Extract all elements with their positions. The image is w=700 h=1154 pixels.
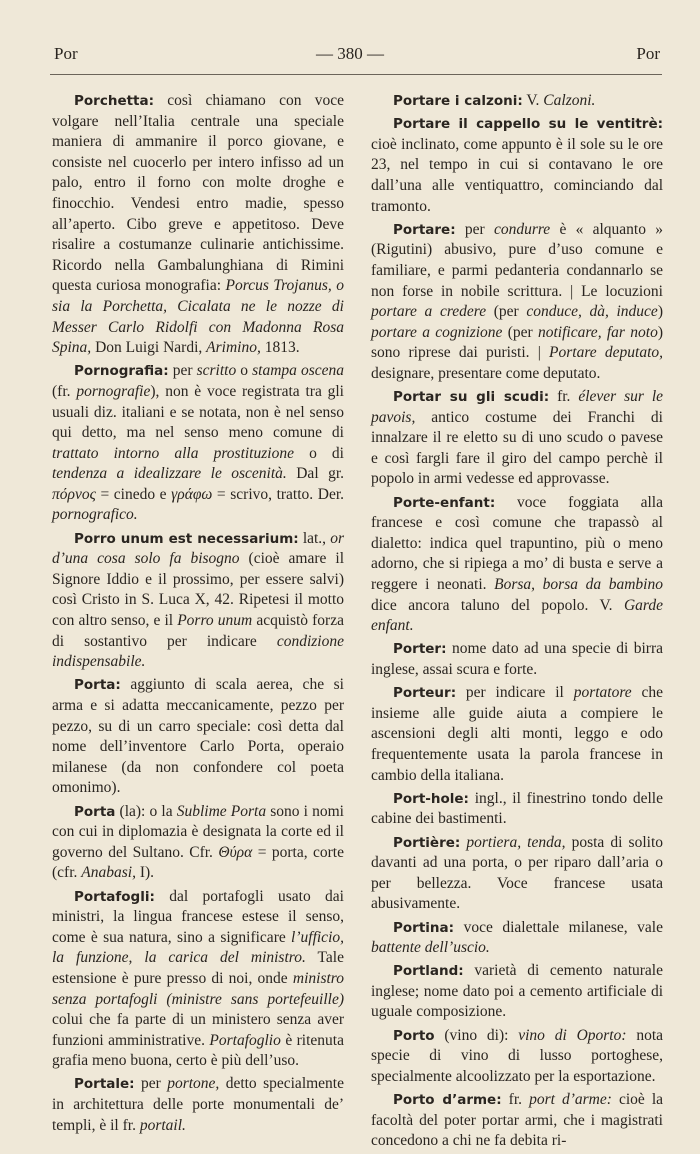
dictionary-entry: [371, 1090, 663, 1152]
entry-italic-text: conduce, dà, induce: [526, 303, 658, 321]
entry-text: per: [168, 362, 197, 380]
dictionary-entry: [371, 1026, 663, 1088]
entry-headword: Porta: [74, 803, 116, 820]
entry-text: è ritenuta grafia meno buona, certo è più dell’uso.: [52, 1031, 344, 1070]
entry-text: aggiunto di scala aerea, che si arma e si adatta meccanicamente, pezzo per pezzo, su di un carro speciale: così detta dal nome dell’inventore Carlo Porta, operaio milanese (da non confondere col poeta omonimo).: [52, 676, 344, 797]
dictionary-entry: [371, 789, 663, 830]
entry-text: (cioè amare il Signore Iddio e il prossimo, per essere salvi) così Cristo in S. Luca X, 42. Ripetesi il motto con altro senso, e il: [52, 550, 345, 630]
entry-text: (per: [486, 303, 527, 321]
entry-text: colui che fa parte di un ministero senza aver funzioni amministrative.: [52, 1011, 344, 1049]
dictionary-entry: [371, 961, 663, 1023]
dictionary-entry: [371, 493, 663, 637]
header-left-guideword: Por: [54, 44, 78, 63]
entry-italic-text: portiera, tenda,: [466, 833, 566, 851]
entry-text: ) sono riprese dai puristi. |: [371, 323, 663, 362]
entry-italic-text: pornografico.: [52, 506, 138, 524]
entry-italic-text: ministro senza portafogli (ministre sans portefeuille): [52, 969, 344, 1008]
entry-text: = porta, corte (cfr.: [52, 843, 344, 882]
dictionary-entry: [371, 833, 663, 915]
dictionary-entry: [371, 220, 663, 385]
entry-text: voce foggiata alla francese e così comune che trapassò al dialetto: indica quel trapuntino, più o meno adorno, che si ripiega a mo’ di busta e serve a reggere i neonati.: [371, 493, 663, 594]
entry-text: per: [134, 1075, 168, 1093]
entry-italic-text: Anabasi,: [81, 864, 136, 882]
entry-italic-text: πόρνος: [52, 485, 96, 503]
entry-italic-text: l’ufficio, la funzione, la carica del ministro.: [52, 928, 344, 967]
entry-headword: Portar su gli scudi:: [393, 389, 550, 406]
entry-text: = cinedo e: [95, 485, 172, 503]
dictionary-entry: [371, 91, 663, 112]
entry-text: cioè la facoltà del poter portar armi, che i magistrati concedono a chi ne fa debita ri-: [371, 1091, 664, 1150]
entry-headword: Port-hole:: [393, 790, 469, 807]
entry-italic-text: portatore: [573, 684, 632, 702]
page-number: — 380 —: [316, 44, 384, 63]
entry-italic-text: Θύρα: [218, 843, 253, 861]
entry-italic-text: portare a credere: [371, 303, 487, 321]
entry-text: o di: [293, 444, 344, 462]
dictionary-entry: [371, 918, 663, 959]
entry-text: V.: [522, 92, 544, 109]
entry-italic-text: Portafoglio: [209, 1031, 281, 1049]
entry-text: (per: [502, 323, 538, 341]
entry-italic-text: stampa oscena: [252, 362, 345, 380]
entry-italic-text: condurre: [493, 220, 551, 238]
entry-headword: Porter:: [393, 641, 447, 658]
entry-text: posta di solito davanti ad una porta, o per riparo dall’aria o per bellezza. Voce francese usata abusivamente.: [371, 833, 664, 913]
entry-text: ), non è voce registrata tra gli usuali diz. italiani e se notata, non è nel senso qui detto, ma nel senso meno comune di: [52, 382, 344, 442]
dictionary-entry: [52, 675, 344, 799]
entry-text: sono i nomi con cui in diplomazia è designata la corte ed il governo del Sultano. Cfr.: [52, 802, 344, 861]
entry-text: ingl., il finestrino tondo delle cabine dei bastimenti.: [371, 789, 663, 828]
entry-headword: Portare i calzoni:: [393, 93, 523, 109]
entry-text: 1813.: [260, 339, 300, 357]
entry-text: antico costume dei Franchi di innalzare il re eletto su di uno scudo o pavese e così fargli fare il giro del campo perchè il popolo in armi vedesse ed approvasse.: [371, 408, 663, 488]
entry-headword: Porte-enfant:: [393, 494, 496, 511]
entry-italic-text: Arimino,: [206, 339, 261, 357]
entry-italic-text: trattato intorno alla prostituzione: [52, 444, 294, 462]
entry-headword: Portafogli:: [74, 888, 155, 905]
entry-text: (la): o la: [115, 802, 177, 820]
entry-italic-text: battente dell’uscio.: [371, 939, 490, 957]
entry-headword: Portare il cappello su le ventitrè:: [393, 116, 663, 133]
entry-text: Tale estensione è pure presso di noi, onde: [52, 949, 344, 987]
dictionary-entry: [371, 114, 663, 217]
entry-italic-text: Borsa, borsa da bambino: [494, 576, 663, 594]
entry-text: o: [236, 362, 253, 380]
entry-text: per: [455, 220, 494, 238]
entry-headword: Portière:: [393, 834, 461, 851]
dictionary-entry: [52, 91, 344, 359]
entry-text: cioè inclinato, come appunto è il sole su le ore 23, nel tempo in cui si contavano le ore dall’una alle ventiquattro, cominciando dal tramonto.: [371, 135, 663, 215]
entry-italic-text: portail.: [139, 1116, 186, 1134]
entry-text: nome dato ad una specie di birra inglese, assai scura e forte.: [371, 640, 663, 678]
entry-text: acquistò forza di sostantivo per indicare: [52, 612, 344, 650]
header-rule: [50, 74, 662, 75]
dictionary-entry: [371, 639, 663, 680]
entry-italic-text: port d’arme:: [529, 1091, 612, 1109]
entry-italic-text: portone,: [167, 1075, 220, 1093]
entry-italic-text: tendenza a idealizzare le oscenità.: [52, 465, 287, 483]
entry-text: varietà di cemento naturale inglese; nome dato poi a cemento artificiale di uguale composizione.: [371, 962, 663, 1021]
running-header: [0, 44, 700, 68]
entry-text: fr.: [549, 388, 579, 406]
entry-italic-text: scritto: [196, 362, 237, 380]
entry-text: Don Luigi Nardi,: [91, 339, 207, 357]
entry-text: fr.: [501, 1091, 530, 1109]
entry-text: (fr.: [52, 382, 77, 400]
entry-text: nota specie di vino di lusso portoghese, specialmente alcoolizzato per la esportazione.: [371, 1026, 664, 1085]
entry-text: è « alquanto » (Rigutini) abusivo, pure d’uso comune e familiare, e parmi pedanteria condannarlo se non forse in nobile scrittura. | Le locuzioni: [371, 220, 663, 300]
entry-text: I).: [135, 864, 155, 882]
dictionary-entry: [52, 529, 344, 673]
entry-italic-text: pornografie: [76, 382, 151, 400]
entry-text: per indicare il: [456, 684, 574, 702]
dictionary-entry: [52, 1074, 344, 1136]
dictionary-entry: [52, 887, 344, 1072]
entry-text: = scrivo, tratto. Der.: [212, 485, 345, 503]
left-column: [52, 91, 344, 1139]
entry-text: detto specialmente in architettura delle porte monumentali de’ templi, è il fr.: [52, 1075, 344, 1134]
entry-italic-text: élever sur le pavois,: [371, 388, 664, 426]
dictionary-entry: [371, 683, 663, 786]
header-right-guideword: Por: [636, 44, 660, 63]
entry-text: così chiamano con voce volgare nell’Italia centrale una speciale maniera di ammanire il porco giovane, e consiste nel cuocerlo per intero infisso ad un palo, entro il forno con molte droghe e finocchio. Vendesi entro madie, spesso all’aperto. Cibo greve e appetitoso. Deve risalire a costumanze culinarie antichissime. Ricordo nella Gambalunghiana di Rimini questa curiosa monografia:: [52, 92, 344, 295]
entry-headword: Porta:: [74, 677, 121, 694]
entry-italic-text: Portare deputato,: [549, 344, 663, 362]
entry-headword: Porro unum est necessarium:: [74, 530, 299, 547]
entry-italic-text: Porro unum: [177, 612, 253, 630]
entry-headword: Portale:: [74, 1076, 135, 1093]
entry-headword: Porchetta:: [74, 93, 155, 109]
entry-italic-text: Sublime Porta: [176, 802, 267, 820]
entry-text: lat.,: [298, 529, 331, 547]
entry-headword: Pornografia:: [74, 363, 169, 380]
entry-text: designare, presentare come deputato.: [371, 364, 601, 382]
entry-text: dal portafogli usato dai ministri, la lingua francese estese il senso, come è sua natura, sino a significare: [52, 887, 344, 946]
right-column: [371, 91, 663, 1154]
entry-italic-text: γράφω: [171, 485, 213, 503]
dictionary-entry: [52, 802, 344, 884]
entry-italic-text: Garde enfant.: [371, 596, 663, 635]
entry-text: Dal gr.: [286, 465, 344, 483]
entry-headword: Portland:: [393, 963, 464, 980]
dictionary-entry: [371, 387, 663, 490]
entry-italic-text: or d’una cosa solo fa bisogno: [52, 529, 344, 568]
entry-headword: Portina:: [393, 919, 455, 936]
entry-italic-text: portare a cognizione: [371, 323, 503, 341]
entry-text: che insieme alle guide aiuta a compiere le ascensioni degli alti monti, leggo e odo frequentemente usata la parola francese in cambio della italiana.: [371, 684, 663, 784]
entry-headword: Porto d’arme:: [393, 1092, 502, 1109]
entry-text: ): [657, 303, 663, 321]
entry-headword: Porteur:: [393, 685, 457, 702]
entry-text: dice ancora taluno del popolo. V.: [371, 596, 624, 614]
entry-italic-text: notificare, far noto: [538, 323, 658, 341]
entry-italic-text: vino di Oporto:: [518, 1026, 627, 1044]
entry-headword: Porto: [393, 1027, 435, 1044]
entry-italic-text: condizione indispensabile.: [52, 632, 344, 671]
entry-text: voce dialettale milanese, vale: [454, 918, 663, 936]
entry-italic-text: Porcus Trojanus, o sia la Porchetta, Cicalata ne le nozze di Messer Carlo Ridolfi con Madonna Rosa Spina,: [52, 277, 344, 357]
entry-text: (vino di):: [434, 1026, 519, 1044]
dictionary-entry: [52, 361, 344, 526]
entry-headword: Portare:: [393, 221, 456, 238]
entry-italic-text: Calzoni.: [543, 92, 596, 109]
